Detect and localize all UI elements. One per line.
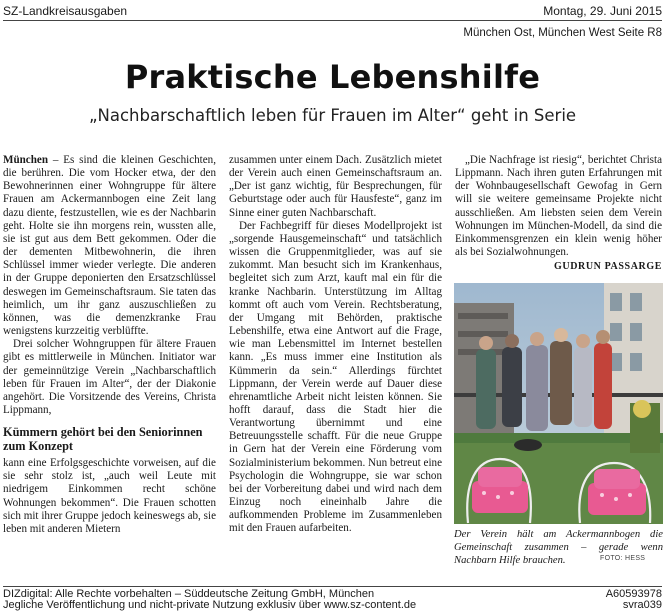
paragraph: „Die Nachfrage ist riesig“, berichtet Christa Lippmann. Nach ihren guten Erfahrungen mit der Wohnbaugesellschaft Gewofag in Gern will sie weitere gemeinsame Projekte nicht ausschließen. Am liebsten seien dem Verein Wohnungen im München-Modell, da sind die Einkommensgrenzen ein klein wenig höher als bei Sozialwohnungen. — [455, 154, 662, 259]
usage-notice: Jegliche Veröffentlichung und nicht-private Nutzung exklusiv über www.sz-content.de — [3, 599, 417, 611]
article-column-2 — [229, 154, 442, 536]
section-name: SZ-Landkreisausgaben — [3, 4, 128, 18]
balcony-photo-illustration — [454, 283, 663, 524]
paragraph: kann eine Erfolgsgeschichte vorweisen, auf die sie sehr stolz ist, „auch weil Leute mit niedrigem Einkommen recht schöne Wohnungen bekommen“. Die Frauen schotten sich mit ihrer Gruppe jedoch keineswegs ab, sie leben mit anderen Mietern — [3, 457, 216, 535]
crosshead: Kümmern gehört bei den Seniorinnen zum Konzept — [3, 425, 203, 454]
subheadline: „Nachbarschaftlich leben für Frauen im Alter“ geht in Serie — [88, 106, 577, 125]
article-column-1 — [3, 154, 216, 536]
document-code: svra039 — [622, 599, 662, 611]
paragraph: zusammen unter einem Dach. Zusätzlich mietet der Verein auch einen Gemeinschaftsraum an. „Der ist ganz wichtig, für Besprechungen, für Geburtstage oder auch für Hausfeste“, ganz im Sinne einer guten Nachbarschaft. — [229, 154, 442, 219]
paragraph-text: – Es sind die kleinen Geschichten, die berühren. Die vom Hocker etwa, der den Bewohnerinnen einer Wohngruppe für ältere Frauen am Ackermannbogen eine Zeit lang dazu diente, festzustellen, wie es der Nachbarin geht. Holte sie ihn morgens rein, wussten alle, sie ist gut aus dem Bett gekommen. Oder die der dementen Mitbewohnerin, die ihren Schlüssel immer wieder verlegte. Die anderen in der Gruppe deponierten den Ersatzschlüssel deswegen im Gemeinschaftsraum. Sie taten das heimlich, um ihr ganz auszuschließen zu können, was die demenzkranke Frau wenigstens kurzzeitig verblüffte. — [3, 154, 216, 338]
copyright-notice: DIZdigital: Alle Rechte vorbehalten – Süddeutsche Zeitung GmbH, München — [3, 588, 375, 600]
photo-credit: FOTO: HESS — [600, 555, 646, 562]
photo-caption: Der Verein hält am Ackermannbogen die Gemeinschaft zusammen – gerade wenn Nachbarn Hilfe brauchen. — [454, 529, 663, 566]
author-byline: GUDRUN PASSARGE — [554, 261, 662, 273]
edition-label: München Ost, München West Seite R8 — [463, 27, 662, 39]
dateline: München — [3, 154, 48, 166]
footer-rule — [3, 586, 662, 587]
headline: Praktische Lebenshilfe — [124, 58, 541, 96]
article-photo — [454, 283, 663, 524]
paragraph: Der Fachbegriff für dieses Modellprojekt ist „sorgende Hausgemeinschaft“ und tatsächlich wissen die Gruppenmitglieder, was auf sie zukommt. Man besucht sich im Krankenhaus, begleitet sich zum Arzt, kauft mal ein für die kranke Nachbarin. Unterstützung im Alltag kommt oft auch vom Verein. Rechtsberatung, der Umgang mit Behörden, praktische Lebenshilfe, etwa eine Antwort auf die Frage, wie man Lebensmittel im Internet bestellen kann. „Es muss immer eine Institution als Kümmerin da sein.“ Allerdings fürchtet Lippmann, der Verein werde auf Dauer diese ehrenamtliche Arbeit nicht leisten können. Sie hofft darauf, dass die Stadt hier die Verantwortung übernimmt und eine Betreuungsstelle schafft. Für die neue Gruppe in Gern hat der Verein eine Förderung vom Sozialministerium bekommen. Nun betreut eine Psychologin die Wohngruppe, sie war schon bei der Vorbereitung dabei und wird nach dem Einzug noch eineinhalb Jahre die aufkommenden Probleme im Zusammenleben mit den Frauen aufarbeiten. — [229, 219, 442, 535]
issue-date: Montag, 29. Juni 2015 — [543, 4, 662, 18]
page-header — [3, 2, 662, 22]
article-column-3 — [455, 154, 662, 273]
document-id: A60593978 — [605, 588, 662, 600]
paragraph: Drei solcher Wohngruppen für ältere Frauen gibt es mittlerweile in München. Initiator war der gemeinnützige Verein „Nachbarschaftlich leben für Frauen im Alter“, der der Diakonie angehört. Die Vorsitzende des Vereins, Christa Lippmann, — [3, 338, 216, 416]
header-rule — [3, 20, 662, 21]
paragraph — [3, 154, 216, 338]
